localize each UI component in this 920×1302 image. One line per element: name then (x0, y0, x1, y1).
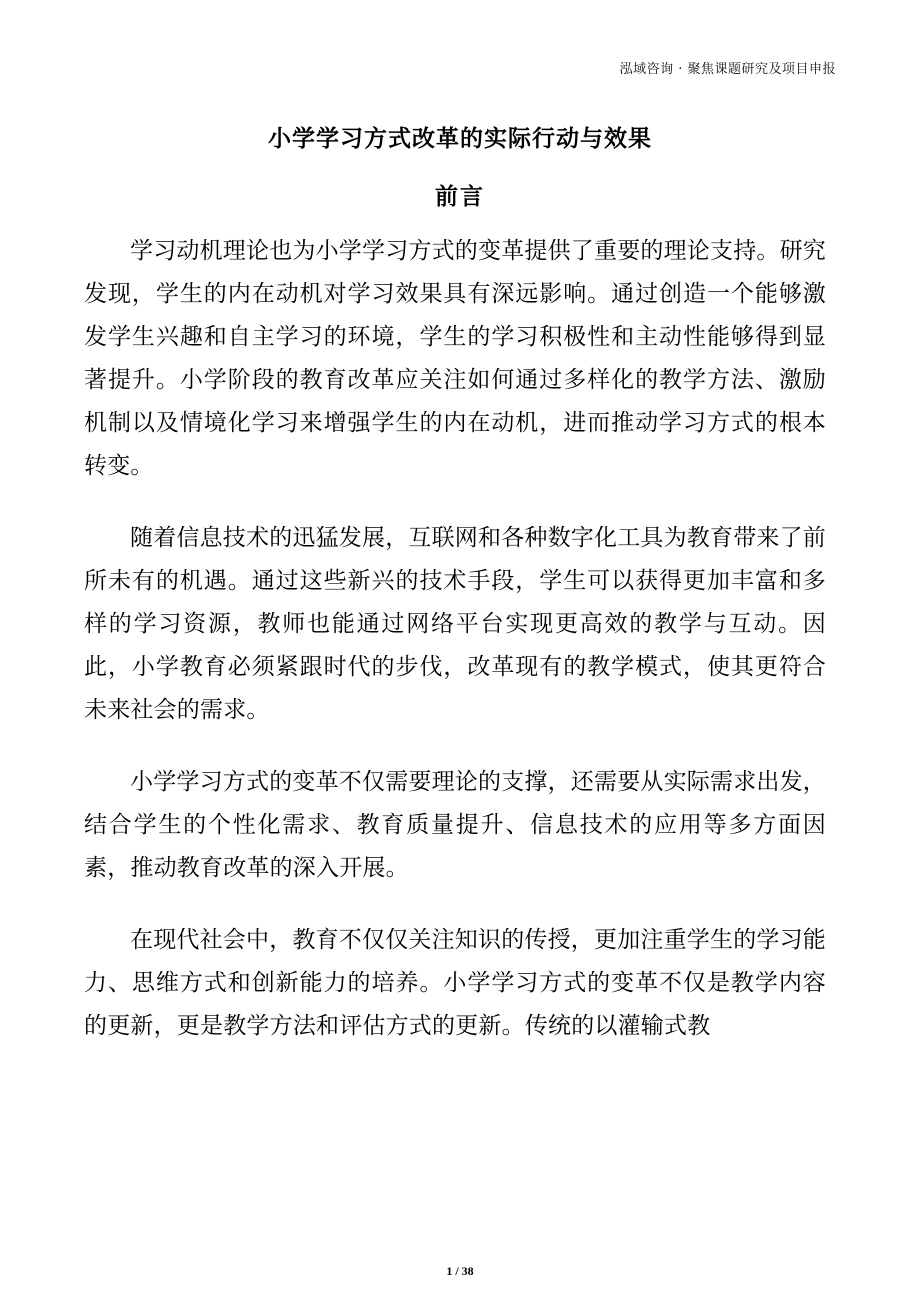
page-number: 1 / 38 (446, 1264, 474, 1278)
section-heading: 前言 (435, 184, 485, 210)
paragraph-4: 在现代社会中，教育不仅仅关注知识的传授，更加注重学生的学习能力、思维方式和创新能力的培养。小学学习方式的变革不仅是教学内容的更新，更是教学方法和评估方式的更新。传统的以灌输式教 (84, 927, 826, 1039)
paragraph-2: 随着信息技术的迅猛发展，互联网和各种数字化工具为教育带来了前所未有的机遇。通过这些新兴的技术手段，学生可以获得更加丰富和多样的学习资源，教师也能通过网络平台实现更高效的教学与互动。因此，小学教育必须紧跟时代的步伐，改革现有的教学模式，使其更符合未来社会的需求。 (84, 525, 826, 723)
paragraph-3: 小学学习方式的变革不仅需要理论的支撑，还需要从实际需求出发，结合学生的个性化需求、教育质量提升、信息技术的应用等多方面因素，推动教育改革的深入开展。 (84, 769, 826, 881)
document-title: 小学学习方式改革的实际行动与效果 (268, 126, 652, 152)
paragraph-1: 学习动机理论也为小学学习方式的变革提供了重要的理论支持。研究发现，学生的内在动机对学习效果具有深远影响。通过创造一个能够激发学生兴趣和自主学习的环境，学生的学习积极性和主动性能够得到显著提升。小学阶段的教育改革应关注如何通过多样化的教学方法、激励机制以及情境化学习来增强学生的内在动机，进而推动学习方式的根本转变。 (84, 238, 826, 479)
header-note: 泓域咨询 · 聚焦课题研究及项目申报 (619, 62, 836, 77)
document-body (84, 230, 826, 1077)
